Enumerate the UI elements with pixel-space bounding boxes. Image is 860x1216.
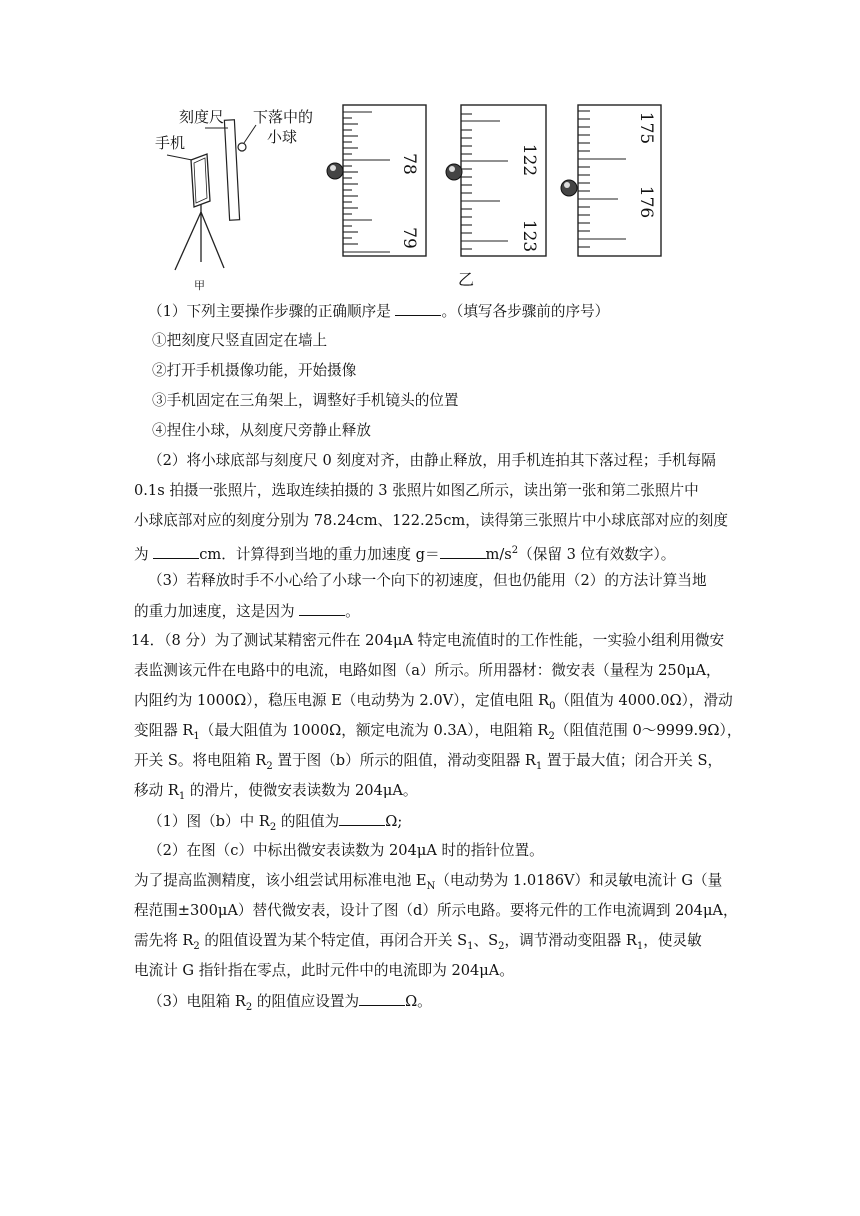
- q14-part1: （1）图（b）中 $R_2$ 的阻值为 Ω;: [148, 813, 403, 833]
- figure-jia: [155, 108, 313, 292]
- answer-blank: [299, 601, 345, 616]
- q13-step2: ②打开手机摄像功能，开始摄像: [152, 362, 357, 379]
- ruler-1-top-label: 78: [399, 153, 419, 175]
- ball-in-photo-2: [446, 164, 462, 180]
- tripod-shape: [175, 204, 224, 270]
- ruler-photo-2: [446, 105, 546, 256]
- ruler-shape: [224, 120, 239, 220]
- q13-part1: （1）下列主要操作步骤的正确顺序是 。（填写各步骤前的序号）: [148, 303, 610, 320]
- ruler-2-bottom-label: 123: [519, 219, 539, 253]
- figure-svg: [0, 0, 860, 295]
- ruler-2-top-label: 122: [519, 143, 539, 177]
- q14-mid-line3: 需先将 $R_2$ 的阻值设置为某个特定值，再闭合开关 $S_1$、$S_2$，调节滑动变阻器 $R_1$，使灵敏: [134, 932, 702, 952]
- q14-line1: 14．（8 分）为了测试某精密元件在 204μA 特定电流值时的工作性能，一实验小组利用微安: [131, 632, 725, 649]
- experiment-figure: [0, 0, 860, 295]
- q14-line2: 表监测该元件在电路中的电流，电路如图（a）所示。所用器材：微安表（量程为 250μA，: [134, 662, 721, 679]
- answer-blank: [153, 544, 199, 559]
- q14-line4: 变阻器 $R_1$（最大阻值为 1000Ω，额定电流为 0.3A），电阻箱 $R_2$（阻值范围 0～9999.9Ω），: [134, 722, 742, 742]
- q14-line6: 移动 $R_1$ 的滑片，使微安表读数为 204μA。: [134, 782, 418, 802]
- q13-part3-line1: （3）若释放时手不小心给了小球一个向下的初速度，但也仍能用（2）的方法计算当地: [148, 572, 707, 589]
- ruler-3-bottom-label: 176: [636, 185, 656, 219]
- figure-yi: [327, 105, 661, 289]
- q14-mid-line1: 为了提高监测精度，该小组尝试用标准电池 $E_N$（电动势为 1.0186V）和灵敏电流计 G（量: [134, 872, 723, 892]
- answer-blank: [395, 301, 441, 316]
- ruler-3-top-label: 175: [636, 111, 656, 145]
- q14-part3: （3）电阻箱 $R_2$ 的阻值应设置为 Ω。: [148, 993, 432, 1013]
- label-ball-line2: 小球: [267, 128, 298, 146]
- q13-part2-line1: （2）将小球底部与刻度尺 0 刻度对齐，由静止释放，用手机连拍其下落过程；手机每隔: [148, 452, 716, 469]
- q14-mid-line2: 程范围±300μA）替代微安表，设计了图（d）所示电路。要将元件的工作电流调到 204μA，: [134, 902, 738, 919]
- answer-blank: [339, 811, 385, 826]
- q13-step3: ③手机固定在三角架上，调整好手机镜头的位置: [152, 392, 459, 409]
- ball-shape: [238, 143, 246, 151]
- q14-mid-line4: 电流计 G 指针指在零点，此时元件中的电流即为 204μA。: [134, 962, 514, 979]
- phone-shape: [191, 154, 210, 207]
- q14-line5: 开关 S。将电阻箱 $R_2$ 置于图（b）所示的阻值，滑动变阻器 $R_1$ 置于最大值；闭合开关 S，: [134, 752, 723, 772]
- q13-part2-line4: 为 cm．计算得到当地的重力加速度 $g= m/s^2$（保留 3 位有效数字）。: [134, 545, 676, 563]
- q13-step4: ④捏住小球，从刻度尺旁静止释放: [152, 422, 371, 439]
- label-phone: 手机: [155, 134, 186, 152]
- answer-blank: [440, 544, 486, 559]
- q14-line3: 内阻约为 1000Ω），稳压电源 E（电动势为 2.0V），定值电阻 $R_0$（阻值为 4000.0Ω），滑动: [134, 692, 733, 712]
- q14-part2: （2）在图（c）中标出微安表读数为 204μA 时的指针位置。: [148, 842, 544, 859]
- label-ball-line1: 下落中的: [253, 108, 314, 126]
- ball-in-photo-1: [327, 163, 343, 179]
- label-ruler: 刻度尺: [179, 108, 225, 126]
- q13-part2-line2: 0.1s 拍摄一张照片，选取连续拍摄的 3 张照片如图乙所示，读出第一张和第二张照片中: [134, 482, 699, 499]
- ball-in-photo-3: [561, 180, 577, 196]
- ruler-photo-1: [327, 105, 426, 256]
- q13-step1: ①把刻度尺竖直固定在墙上: [152, 332, 328, 349]
- ruler-1-bottom-label: 79: [399, 227, 419, 249]
- q13-part3-line2: 的重力加速度，这是因为 。: [134, 603, 360, 620]
- answer-blank: [359, 991, 405, 1006]
- label-yi: 乙: [458, 270, 475, 289]
- label-jia: 甲: [194, 279, 205, 292]
- q13-part2-line3: 小球底部对应的刻度分别为 78.24cm、122.25cm，读得第三张照片中小球底部对应的刻度: [134, 512, 728, 529]
- ruler-photo-3: [561, 105, 661, 256]
